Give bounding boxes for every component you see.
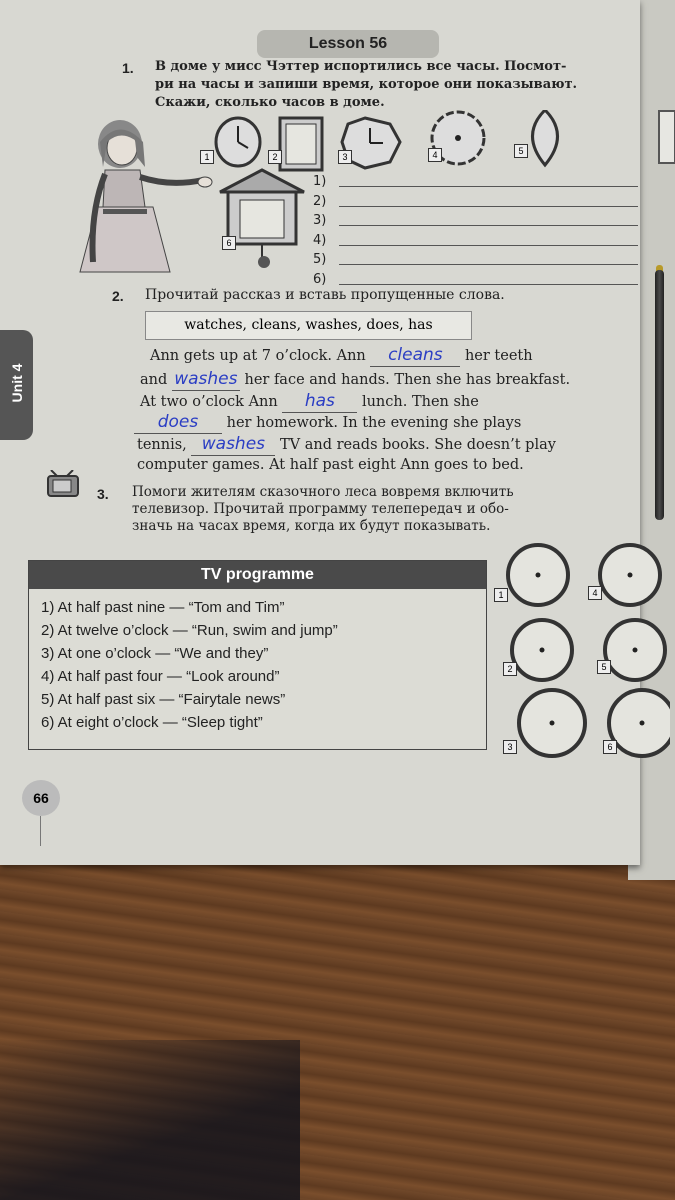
answer-label: 2)	[313, 193, 327, 209]
story-text: her face and hands. Then she has breakfast.	[244, 372, 571, 388]
story-text: TV and reads books. She doesn’t play	[280, 437, 556, 453]
answer-label: 6)	[313, 271, 327, 287]
clock-face-label-5: 5	[597, 660, 611, 674]
programme-row: 4) At half past four — “Look around”	[41, 668, 280, 685]
story-line-3	[140, 391, 479, 413]
programme-row: 6) At eight o’clock — “Sleep tight”	[41, 714, 263, 731]
clock-face-label-2: 2	[503, 662, 517, 676]
programme-row: 2) At twelve o’clock — “Run, swim and jump”	[41, 622, 338, 639]
clock-1-icon	[216, 118, 260, 166]
clock-label-5: 5	[514, 144, 528, 158]
answer-label: 3)	[313, 213, 327, 228]
answer-line[interactable]	[313, 172, 638, 192]
story-text: lunch. Then she	[361, 394, 479, 410]
answer-line[interactable]	[313, 192, 638, 212]
clock-face-6-icon	[609, 690, 670, 756]
balloon-string	[40, 816, 41, 846]
answer-label: 4)	[313, 232, 327, 248]
clock-face-2-icon	[512, 620, 572, 680]
answer-lines	[313, 172, 638, 289]
story-line-6: computer games. At half past eight Ann goes to bed.	[137, 457, 524, 473]
clock-face-1-icon	[508, 545, 568, 605]
page-edge-mark	[658, 110, 675, 164]
programme-row: 5) At half past six — “Fairytale news”	[41, 691, 286, 708]
clock-label-6: 6	[222, 236, 236, 250]
clock-face-label-6: 6	[603, 740, 617, 754]
clock-5-icon	[533, 110, 558, 165]
clock-face-label-3: 3	[503, 740, 517, 754]
clock-2-icon	[280, 118, 322, 170]
story-text: Ann gets up at 7 o’clock. Ann	[150, 348, 366, 364]
story-text: At two o’clock Ann	[140, 394, 278, 410]
story-text: her homework. In the evening she plays	[226, 415, 522, 431]
task3-number: 3.	[97, 486, 109, 502]
clock-label-3: 3	[338, 150, 352, 164]
story-text: her teeth	[464, 348, 533, 364]
answer-blank-5[interactable]: washes	[191, 434, 275, 456]
word-bank: watches, cleans, washes, does, has	[145, 311, 472, 340]
pen	[655, 270, 664, 520]
clock-face-4-icon	[600, 545, 660, 605]
unit-tab-label: Unit 4	[9, 363, 25, 403]
answer-blank-2[interactable]: washes	[172, 369, 240, 391]
programme-row: 3) At one o’clock — “We and they”	[41, 645, 269, 662]
answer-blank-1[interactable]: cleans	[370, 345, 460, 367]
dark-cloth	[0, 1040, 300, 1200]
answer-blank-4[interactable]: does	[134, 412, 222, 434]
answer-blank-3[interactable]: has	[282, 391, 357, 413]
story-line-1	[150, 345, 533, 367]
task1-line2: ри на часы и запиши время, которое они показывают.	[155, 77, 578, 92]
clock-face-label-1: 1	[494, 588, 508, 602]
lesson-title: Lesson 56	[257, 30, 439, 58]
task3-line1: Помоги жителям сказочного леса вовремя включить	[132, 484, 514, 500]
page-number: 66	[22, 780, 60, 816]
clock-label-1: 1	[200, 150, 214, 164]
answer-label: 1)	[313, 174, 327, 189]
task1-line1: В доме у мисс Чэттер испортились все часы. Посмот-	[155, 59, 567, 74]
tv-programme-table	[28, 560, 487, 750]
story-line-5	[137, 434, 556, 456]
answer-label: 5)	[313, 252, 327, 267]
story-text: tennis,	[137, 437, 187, 453]
task2-number: 2.	[112, 288, 124, 304]
clock-6-icon	[220, 170, 304, 268]
answer-line[interactable]	[313, 211, 638, 231]
story-line-4	[134, 412, 521, 434]
task3-line2: телевизор. Прочитай программу телепередач и обо-	[132, 501, 509, 517]
clock-face-3-icon	[519, 690, 585, 756]
programme-row: 1) At half past nine — “Tom and Tim”	[41, 599, 285, 616]
answer-line[interactable]	[313, 231, 638, 251]
blank-clocks	[490, 540, 670, 770]
task1-line3: Скажи, сколько часов в доме.	[155, 95, 385, 110]
clock-face-label-4: 4	[588, 586, 602, 600]
task2-instruction: Прочитай рассказ и вставь пропущенные слова.	[145, 287, 505, 303]
clock-label-2: 2	[268, 150, 282, 164]
answer-line[interactable]	[313, 250, 638, 270]
girl-illustration	[75, 112, 220, 277]
unit-tab	[0, 330, 33, 440]
tv-programme-title: TV programme	[29, 561, 486, 589]
tv-icon	[45, 470, 83, 500]
task3-line3: значь на часах время, когда их будут показывать.	[132, 518, 491, 534]
story-line-2	[140, 369, 570, 391]
task1-number: 1.	[122, 60, 134, 76]
clock-face-5-icon	[605, 620, 665, 680]
story-text: and	[140, 372, 168, 388]
clock-label-4: 4	[428, 148, 442, 162]
